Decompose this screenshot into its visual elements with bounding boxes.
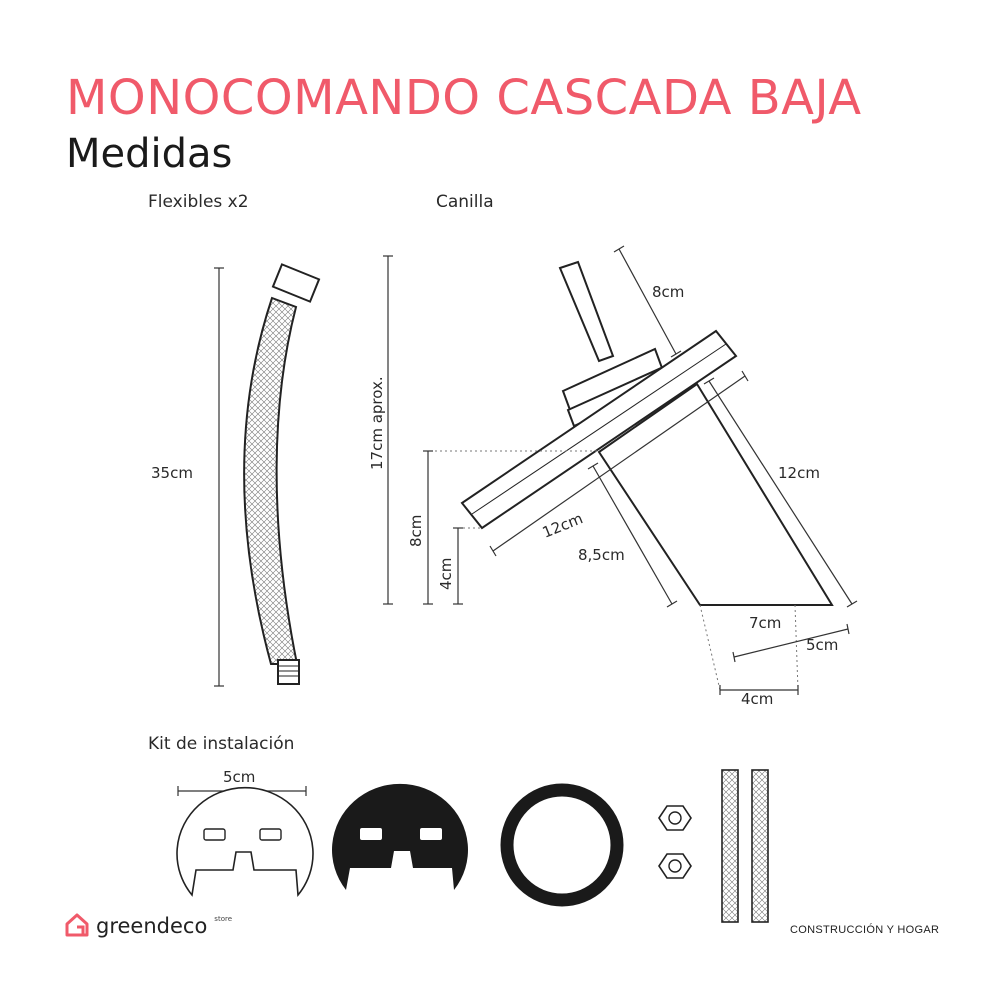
threaded-rod-right xyxy=(752,770,768,922)
top-length-label: 12cm xyxy=(539,509,586,542)
mounting-bracket-black xyxy=(332,784,468,890)
brand-suffix: store xyxy=(214,915,233,923)
dimension-line-lever xyxy=(614,246,681,357)
outlet-width-label: 5cm xyxy=(806,636,839,654)
page-title: MONOCOMANDO CASCADA BAJA xyxy=(66,70,862,126)
section-label-canilla: Canilla xyxy=(436,192,494,212)
mounting-bracket-outline xyxy=(177,788,313,895)
rubber-ring xyxy=(507,790,617,900)
spout-height-label: 4cm xyxy=(437,557,455,590)
house-outline-icon xyxy=(64,912,90,942)
back-length-label: 12cm xyxy=(778,464,820,482)
inner-length-label: 8,5cm xyxy=(578,546,625,564)
lever-length-label: 8cm xyxy=(652,283,685,301)
bracket-width-label: 5cm xyxy=(223,768,256,786)
flexible-hose-drawing xyxy=(151,264,319,686)
hose-bottom-fitting xyxy=(278,660,299,684)
section-label-kit: Kit de instalación xyxy=(148,734,295,754)
hex-nut-top xyxy=(659,806,691,830)
faucet-drawing xyxy=(368,246,857,708)
total-height-label: 17cm aprox. xyxy=(368,376,386,470)
outlet-length-label: 7cm xyxy=(749,614,782,632)
brand-tagline: CONSTRUCCIÓN Y HOGAR xyxy=(790,924,940,936)
section-label-flexibles: Flexibles x2 xyxy=(148,192,249,212)
brand-name: greendeco xyxy=(96,914,208,938)
threaded-rod-left xyxy=(722,770,738,922)
base-width-label: 4cm xyxy=(741,690,774,708)
hex-nut-bottom xyxy=(659,854,691,878)
page-subtitle: Medidas xyxy=(66,131,233,177)
hose-body xyxy=(244,298,297,664)
faucet-lever xyxy=(560,262,613,361)
installation-kit-drawing xyxy=(177,768,768,922)
brand-logo xyxy=(64,912,232,942)
hose-top-nut xyxy=(273,264,319,301)
hose-length-label: 35cm xyxy=(151,464,193,482)
dimension-line-hose-length xyxy=(214,268,224,686)
body-height-label: 8cm xyxy=(407,514,425,547)
